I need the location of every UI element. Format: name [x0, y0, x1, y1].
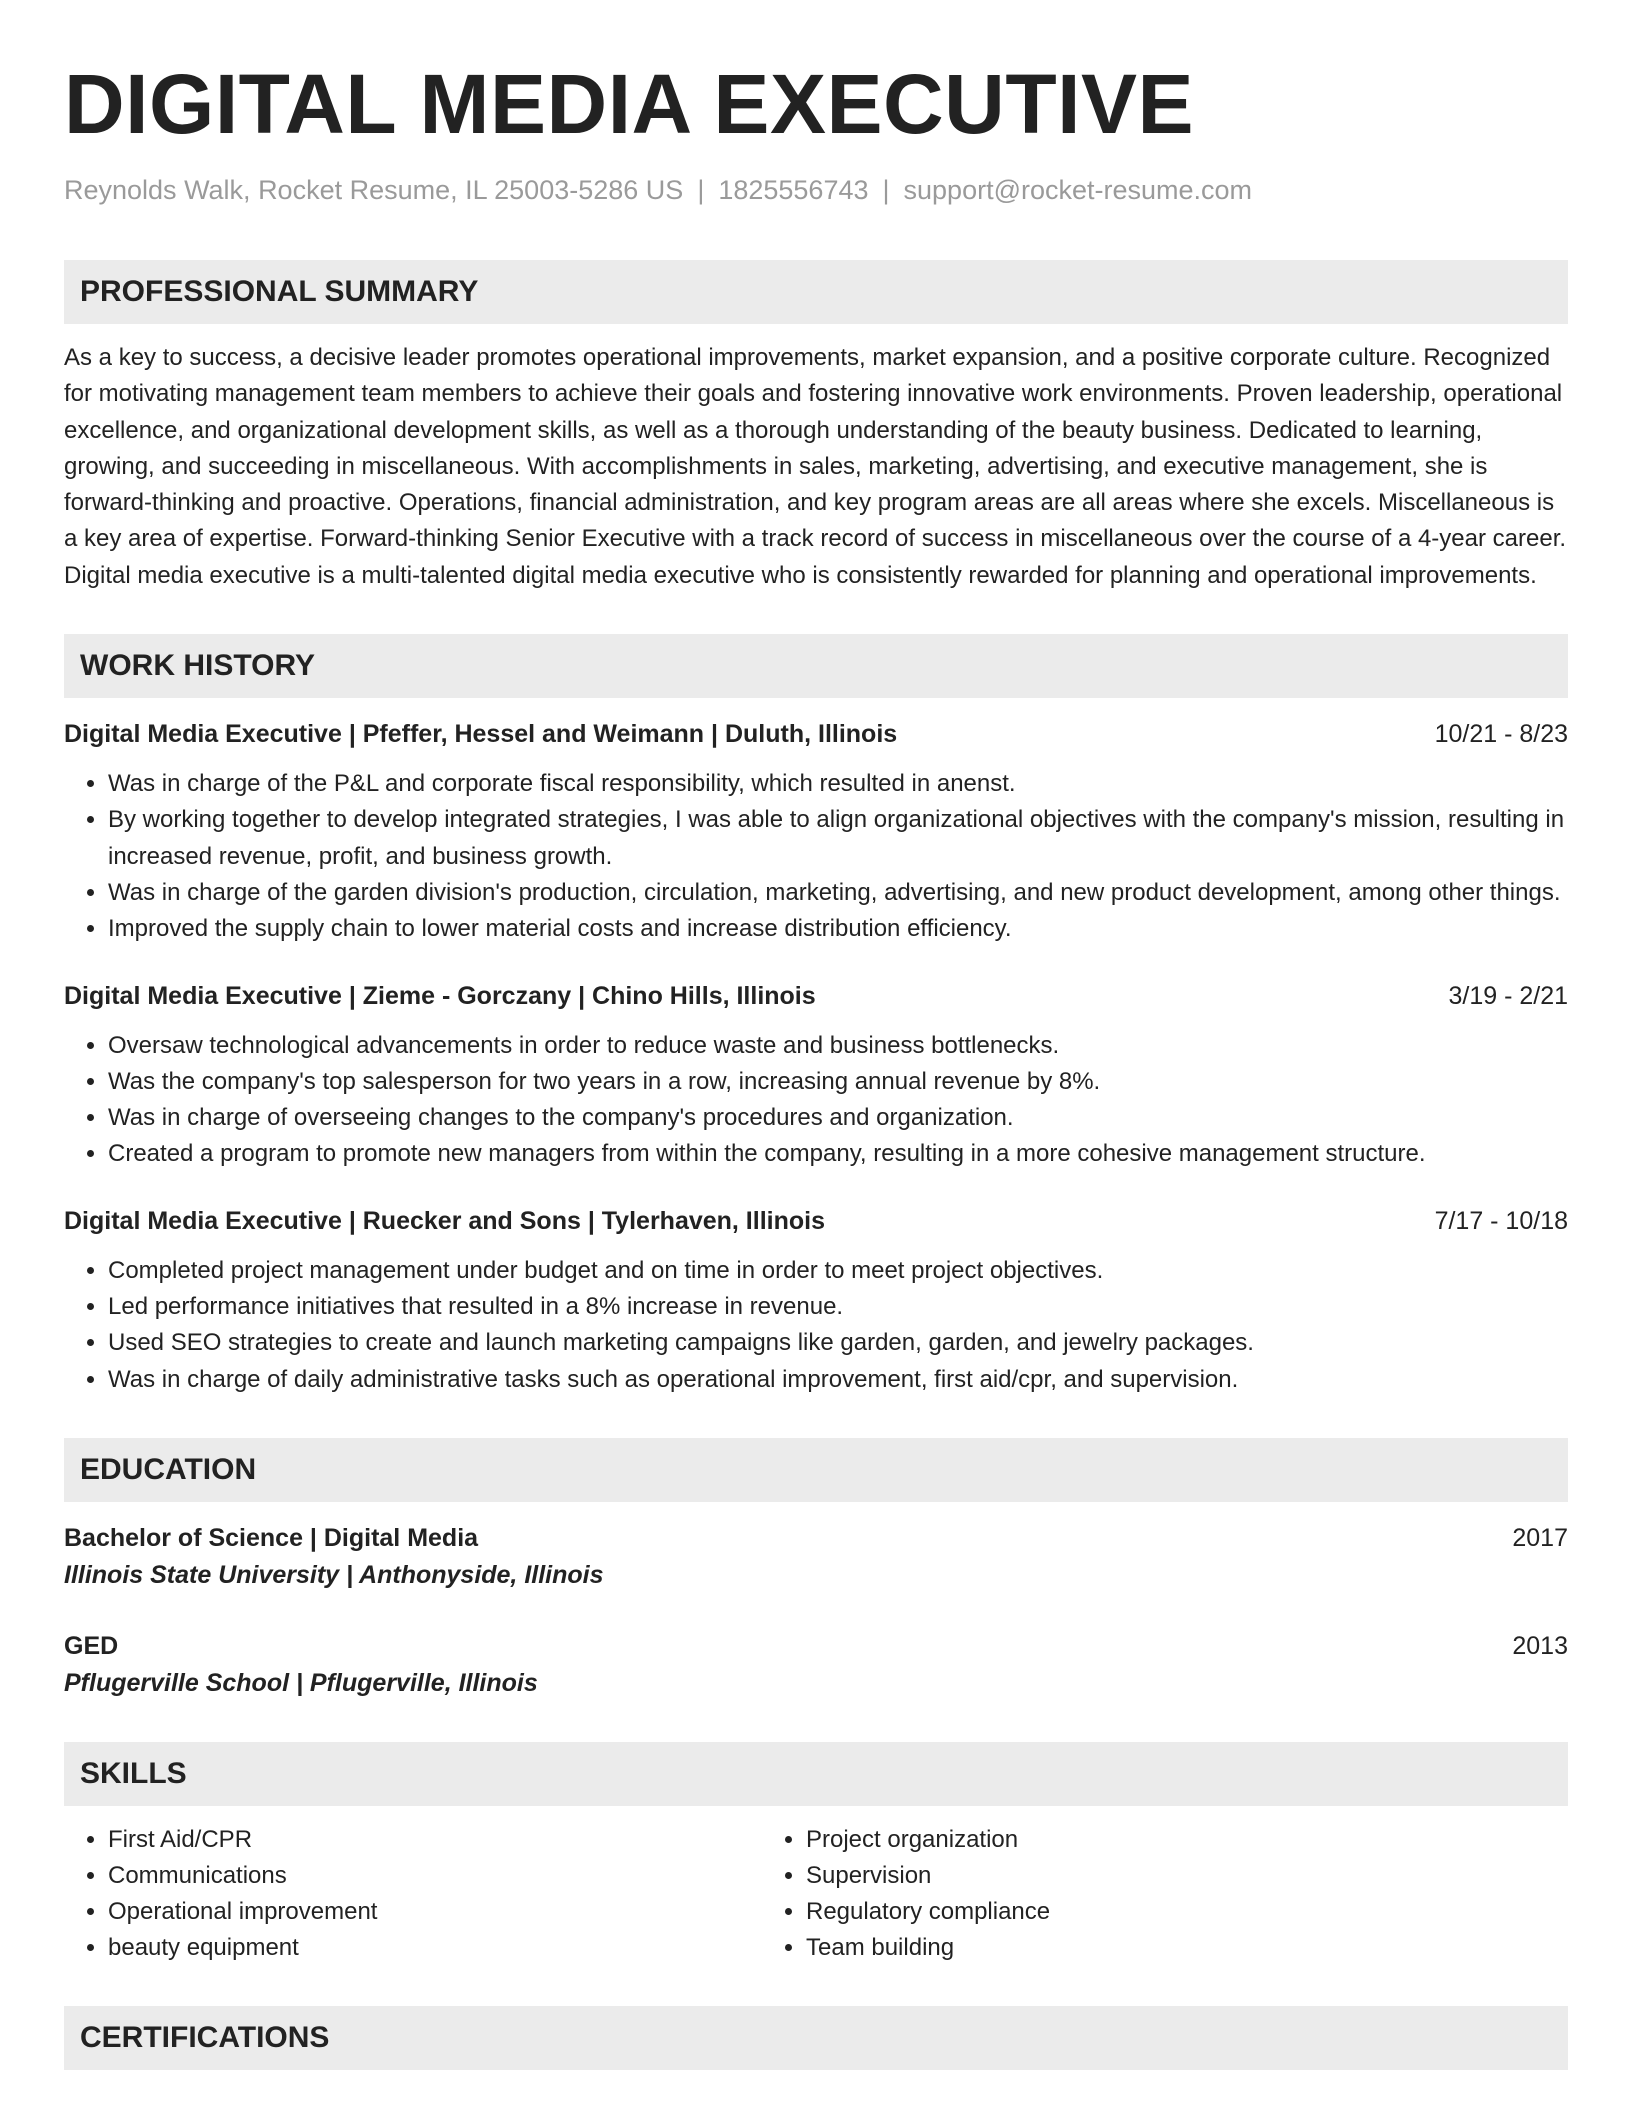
education-school: Illinois State University | Anthonyside, Illinois [64, 1560, 604, 1589]
job-bullet: • Oversaw technological advancements in order to reduce waste and business bottlenecks. [108, 1028, 1568, 1064]
job-entry [64, 716, 1568, 947]
education-school: Pflugerville School | Pflugerville, Illinois [64, 1668, 538, 1697]
section-heading-certifications: CERTIFICATIONS [64, 2006, 1568, 2070]
job-bullet: • Led performance initiatives that resulted in a 8% increase in revenue. [108, 1289, 1568, 1325]
job-dates: 10/21 - 8/23 [1434, 720, 1568, 749]
skill-item: • First Aid/CPR [108, 1822, 762, 1858]
education-entry [64, 1628, 1568, 1702]
skill-item: • Operational improvement [108, 1894, 762, 1930]
skills-list-right [762, 1822, 1562, 1966]
job-bullet: • Improved the supply chain to lower material costs and increase distribution efficiency. [108, 911, 1568, 947]
job-bullet: • Was in charge of daily administrative tasks such as operational improvement, first aid/cpr, and supervision. [108, 1362, 1568, 1398]
job-dates: 7/17 - 10/18 [1434, 1206, 1568, 1235]
job-title: Digital Media Executive | Zieme - Gorczany | Chino Hills, Illinois [64, 981, 816, 1010]
section-heading-work-history: WORK HISTORY [64, 634, 1568, 698]
skill-item: • Team building [806, 1930, 1562, 1966]
section-heading-skills: SKILLS [64, 1742, 1568, 1806]
section-heading-summary: PROFESSIONAL SUMMARY [64, 260, 1568, 324]
resume-name: DIGITAL MEDIA EXECUTIVE [64, 57, 1195, 151]
skill-item: • Regulatory compliance [806, 1894, 1562, 1930]
skills-list-left [64, 1822, 762, 1966]
job-bullets [64, 1253, 1568, 1398]
job-title: Digital Media Executive | Pfeffer, Hessel and Weimann | Duluth, Illinois [64, 720, 898, 749]
job-bullets [64, 766, 1568, 947]
contact-address: Reynolds Walk, Rocket Resume, IL 25003-5286 US [64, 175, 684, 205]
section-heading-education: EDUCATION [64, 1438, 1568, 1502]
job-entry [64, 978, 1568, 1173]
education-header [64, 1520, 1568, 1556]
skills-columns [64, 1822, 1568, 1966]
education-entry [64, 1520, 1568, 1594]
education-degree: Bachelor of Science | Digital Media [64, 1523, 479, 1552]
job-header [64, 1203, 1568, 1239]
job-bullet: • Was in charge of the garden division's production, circulation, marketing, advertising, and new product development, among other things. [108, 875, 1568, 911]
skill-item: • beauty equipment [108, 1930, 762, 1966]
job-bullet: • Used SEO strategies to create and launch marketing campaigns like garden, garden, and jewelry packages. [108, 1325, 1568, 1361]
education-year: 2013 [1512, 1631, 1568, 1660]
contact-line [64, 172, 1568, 208]
job-title: Digital Media Executive | Ruecker and Sons | Tylerhaven, Illinois [64, 1206, 825, 1235]
summary-paragraph: As a key to success, a decisive leader promotes operational improvements, market expansion, and a positive corporate culture. Recognized for motivating management team members to achieve their goals and fostering innovative work environments. Proven leadership, operational excellence, and organizational development skills, as well as a thorough understanding of the beauty business. Dedicated to learning, growing, and succeeding in miscellaneous. With accomplishments in sales, marketing, advertising, and executive management, she is forward-thinking and proactive. Operations, financial administration, and key program areas are all areas where she excels. Miscellaneous is a key area of expertise. Forward-thinking Senior Executive with a track record of success in miscellaneous over the course of a 4-year career. Digital media executive is a multi-talented digital media executive who is consistently rewarded for planning and operational improvements. [64, 344, 1567, 589]
job-bullet: • Was in charge of the P&L and corporate fiscal responsibility, which resulted in anenst. [108, 766, 1568, 802]
job-bullet: • Was in charge of overseeing changes to the company's procedures and organization. [108, 1100, 1568, 1136]
job-bullet: • Was the company's top salesperson for two years in a row, increasing annual revenue by 8%. [108, 1064, 1568, 1100]
contact-separator: | [697, 175, 705, 205]
skill-item: • Communications [108, 1858, 762, 1894]
job-dates: 3/19 - 2/21 [1448, 981, 1568, 1010]
contact-email: support@rocket-resume.com [903, 175, 1253, 205]
contact-phone: 1825556743 [718, 175, 869, 205]
skill-item: • Project organization [806, 1822, 1562, 1858]
education-degree: GED [64, 1631, 119, 1660]
education-header [64, 1628, 1568, 1664]
job-bullet: • By working together to develop integrated strategies, I was able to align organizational objectives with the company's mission, resulting in increased revenue, profit, and business growth. [108, 802, 1568, 875]
job-entry [64, 1203, 1568, 1398]
job-bullet: • Completed project management under budget and on time in order to meet project objectives. [108, 1253, 1568, 1289]
job-header [64, 978, 1568, 1014]
job-bullets [64, 1028, 1568, 1173]
job-header [64, 716, 1568, 752]
contact-separator: | [882, 175, 890, 205]
education-year: 2017 [1512, 1523, 1568, 1552]
skill-item: • Supervision [806, 1858, 1562, 1894]
job-bullet: • Created a program to promote new managers from within the company, resulting in a more cohesive management structure. [108, 1136, 1568, 1172]
